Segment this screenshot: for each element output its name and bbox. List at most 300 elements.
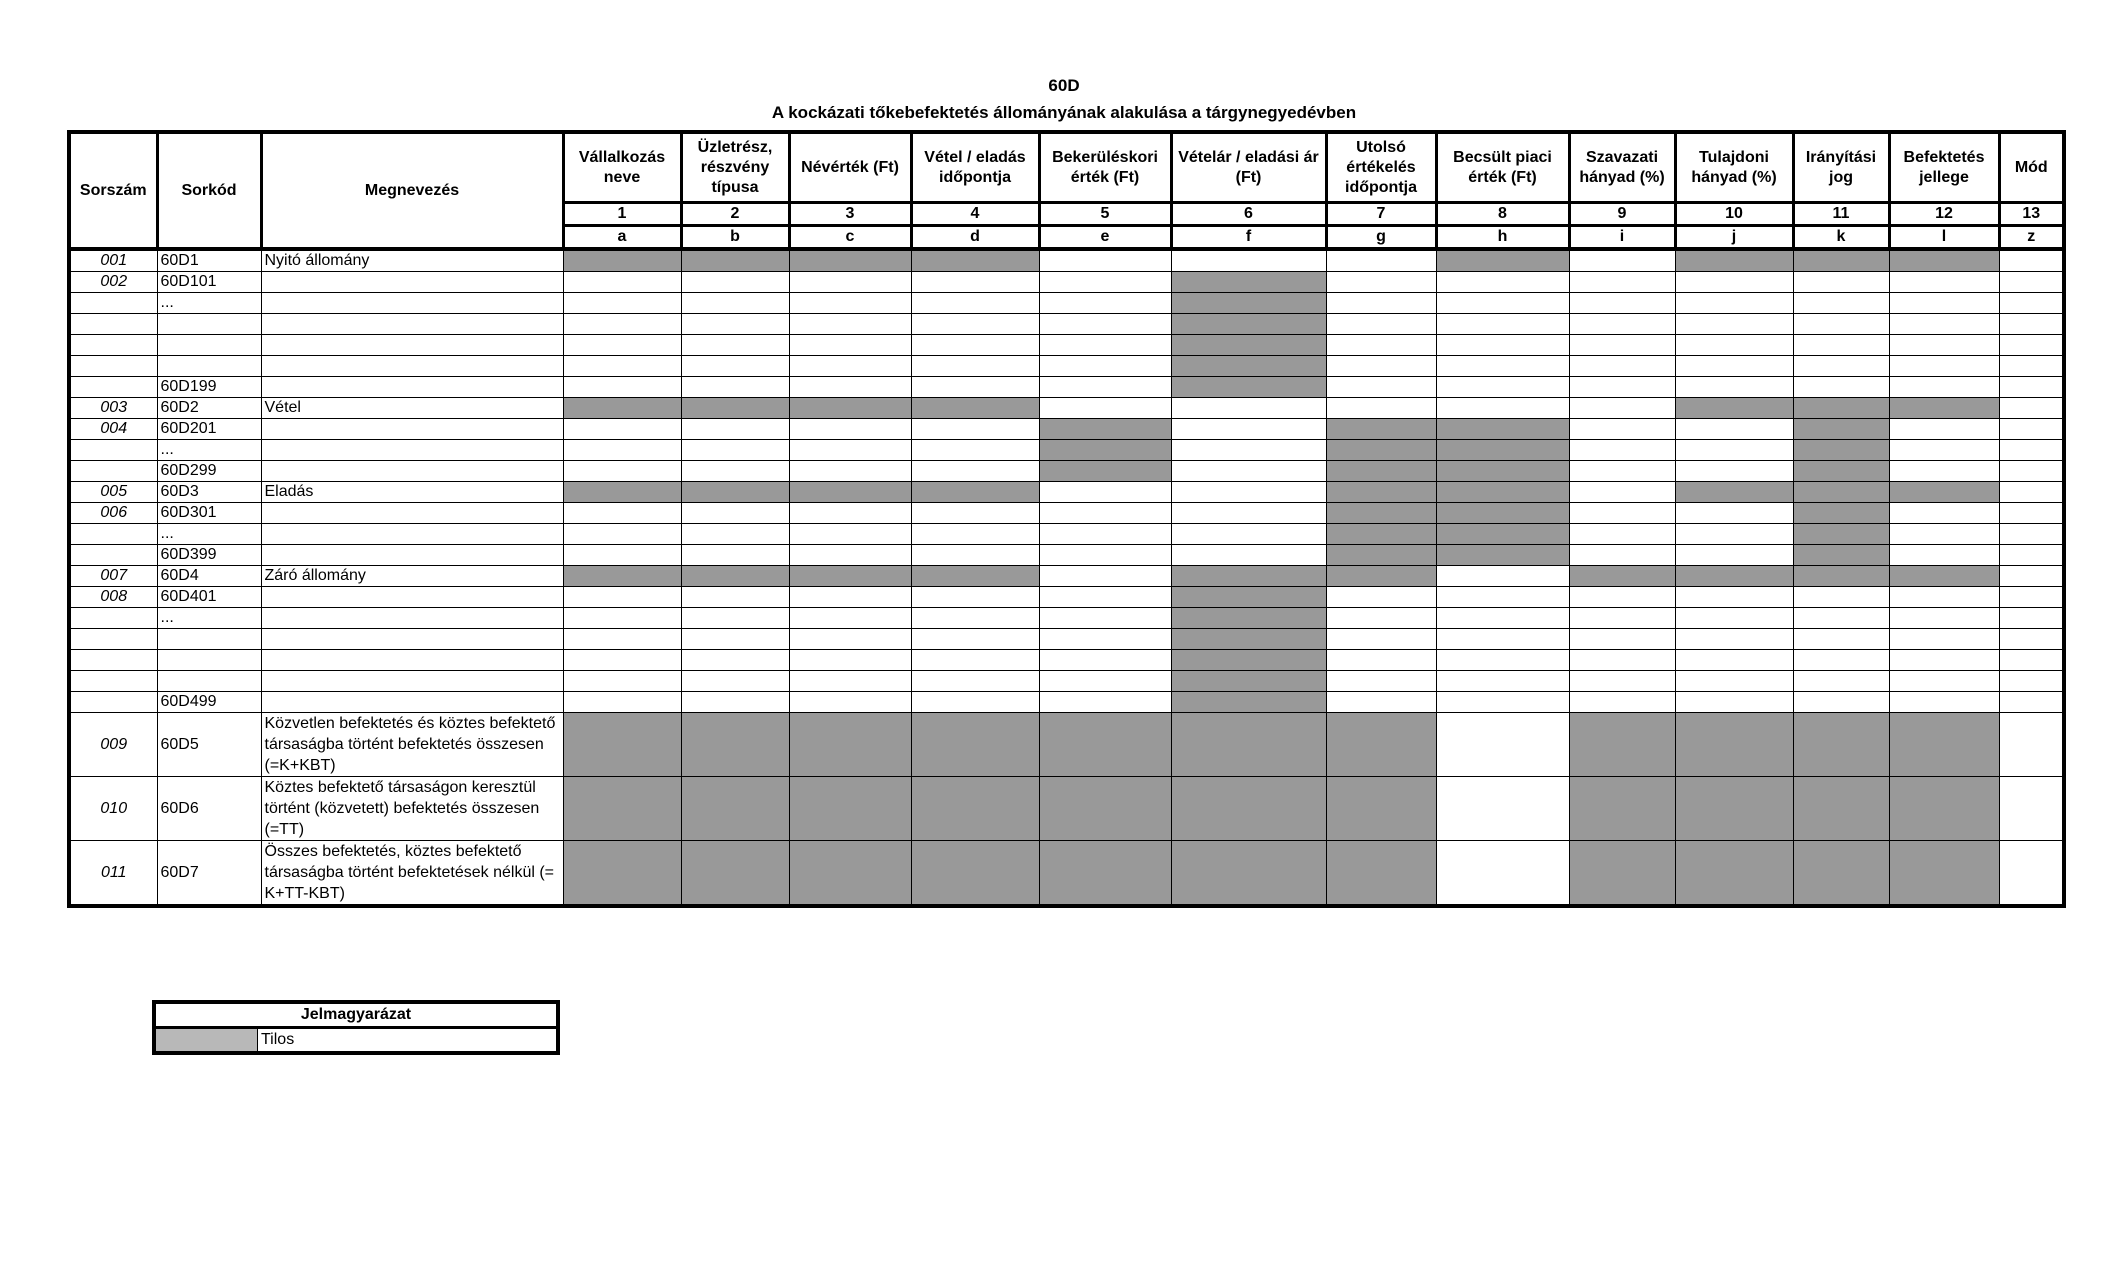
input-cell[interactable] (563, 608, 681, 629)
input-cell[interactable] (1675, 356, 1793, 377)
forbidden-cell (681, 713, 789, 777)
input-cell[interactable] (1675, 314, 1793, 335)
input-cell[interactable] (1999, 629, 2064, 650)
row-sorkod: 60D6 (157, 777, 261, 841)
input-cell[interactable] (681, 503, 789, 524)
row-sorkod: 60D401 (157, 587, 261, 608)
input-cell[interactable] (563, 545, 681, 566)
input-cell[interactable] (789, 419, 911, 440)
input-cell[interactable] (1793, 671, 1889, 692)
input-cell[interactable] (1793, 293, 1889, 314)
input-cell[interactable] (1039, 629, 1171, 650)
forbidden-cell (1793, 524, 1889, 545)
input-cell[interactable] (1675, 608, 1793, 629)
row-sorszam: 011 (69, 841, 157, 907)
forbidden-cell (1675, 566, 1793, 587)
input-cell[interactable] (789, 356, 911, 377)
input-cell[interactable] (1889, 692, 1999, 713)
input-cell[interactable] (681, 335, 789, 356)
forbidden-cell (1039, 461, 1171, 482)
row-sorszam: 002 (69, 272, 157, 293)
input-cell[interactable] (911, 377, 1039, 398)
input-cell[interactable] (1889, 419, 1999, 440)
row-sorszam: 007 (69, 566, 157, 587)
input-cell[interactable] (1999, 398, 2064, 419)
input-cell[interactable] (1039, 671, 1171, 692)
forbidden-cell (1569, 841, 1675, 907)
input-cell[interactable] (1675, 524, 1793, 545)
legend-box (152, 1000, 560, 1055)
input-cell[interactable] (1436, 713, 1569, 777)
forbidden-cell (1793, 503, 1889, 524)
input-cell[interactable] (1675, 293, 1793, 314)
column-letter: i (1569, 226, 1675, 250)
input-cell[interactable] (1889, 524, 1999, 545)
input-cell[interactable] (1436, 314, 1569, 335)
input-cell[interactable] (681, 650, 789, 671)
input-cell[interactable] (1039, 608, 1171, 629)
input-cell[interactable] (789, 629, 911, 650)
row-megnevezes (261, 524, 563, 545)
column-letter: d (911, 226, 1039, 250)
input-cell[interactable] (1675, 419, 1793, 440)
input-cell[interactable] (1039, 503, 1171, 524)
input-cell[interactable] (789, 587, 911, 608)
input-cell[interactable] (681, 608, 789, 629)
input-cell[interactable] (1999, 461, 2064, 482)
input-cell[interactable] (1326, 629, 1436, 650)
input-cell[interactable] (1171, 524, 1326, 545)
forbidden-cell (1436, 503, 1569, 524)
table-row (69, 629, 2064, 650)
input-cell[interactable] (911, 671, 1039, 692)
input-cell[interactable] (1675, 587, 1793, 608)
row-megnevezes (261, 356, 563, 377)
forbidden-cell (789, 713, 911, 777)
input-cell[interactable] (911, 587, 1039, 608)
input-cell[interactable] (1999, 503, 2064, 524)
input-cell[interactable] (1436, 335, 1569, 356)
row-sorszam: 009 (69, 713, 157, 777)
input-cell[interactable] (1436, 650, 1569, 671)
input-cell[interactable] (1171, 503, 1326, 524)
input-cell[interactable] (1999, 419, 2064, 440)
forbidden-cell (1793, 566, 1889, 587)
input-cell[interactable] (1999, 272, 2064, 293)
input-cell[interactable] (1039, 692, 1171, 713)
input-cell[interactable] (1436, 841, 1569, 907)
input-cell[interactable] (911, 356, 1039, 377)
column-letter: k (1793, 226, 1889, 250)
input-cell[interactable] (681, 545, 789, 566)
input-cell[interactable] (681, 692, 789, 713)
input-cell[interactable] (1889, 650, 1999, 671)
input-cell[interactable] (1039, 566, 1171, 587)
input-cell[interactable] (1326, 293, 1436, 314)
forbidden-cell (1675, 249, 1793, 272)
form-title: A kockázati tőkebefektetés állományának alakulása a tárgynegyedévben (771, 103, 1357, 122)
input-cell[interactable] (1326, 377, 1436, 398)
input-cell[interactable] (1999, 566, 2064, 587)
input-cell[interactable] (1889, 587, 1999, 608)
column-header: Irányítási jog (1793, 132, 1889, 203)
input-cell[interactable] (911, 524, 1039, 545)
input-cell[interactable] (563, 356, 681, 377)
input-cell[interactable] (1569, 692, 1675, 713)
input-cell[interactable] (563, 503, 681, 524)
row-sorkod (157, 671, 261, 692)
input-cell[interactable] (1436, 356, 1569, 377)
input-cell[interactable] (1793, 335, 1889, 356)
input-cell[interactable] (1793, 272, 1889, 293)
input-cell[interactable] (911, 314, 1039, 335)
table-row (69, 503, 2064, 524)
input-cell[interactable] (1675, 461, 1793, 482)
input-cell[interactable] (1675, 692, 1793, 713)
forbidden-cell (911, 249, 1039, 272)
input-cell[interactable] (1889, 545, 1999, 566)
input-cell[interactable] (1889, 272, 1999, 293)
input-cell[interactable] (911, 272, 1039, 293)
input-cell[interactable] (1039, 650, 1171, 671)
forbidden-cell (789, 249, 911, 272)
row-sorszam: 008 (69, 587, 157, 608)
input-cell[interactable] (789, 377, 911, 398)
input-cell[interactable] (789, 440, 911, 461)
input-cell[interactable] (1675, 503, 1793, 524)
input-cell[interactable] (1039, 482, 1171, 503)
forbidden-cell (1171, 777, 1326, 841)
table-row (69, 566, 2064, 587)
forbidden-cell (1171, 841, 1326, 907)
input-cell[interactable] (789, 461, 911, 482)
input-cell[interactable] (1039, 335, 1171, 356)
input-cell[interactable] (1889, 314, 1999, 335)
forbidden-cell (1675, 398, 1793, 419)
input-cell[interactable] (1889, 608, 1999, 629)
table-row (69, 482, 2064, 503)
input-cell[interactable] (1793, 692, 1889, 713)
input-cell[interactable] (681, 440, 789, 461)
input-cell[interactable] (1326, 650, 1436, 671)
input-cell[interactable] (1039, 293, 1171, 314)
input-cell[interactable] (1889, 629, 1999, 650)
input-cell[interactable] (563, 335, 681, 356)
column-header: Mód (1999, 132, 2064, 203)
table-row (69, 272, 2064, 293)
input-cell[interactable] (563, 272, 681, 293)
input-cell[interactable] (1569, 461, 1675, 482)
forbidden-cell (1569, 566, 1675, 587)
input-cell[interactable] (563, 461, 681, 482)
input-cell[interactable] (1889, 356, 1999, 377)
input-cell[interactable] (1039, 377, 1171, 398)
input-cell[interactable] (563, 587, 681, 608)
input-cell[interactable] (1326, 314, 1436, 335)
input-cell[interactable] (1171, 482, 1326, 503)
input-cell[interactable] (1039, 249, 1171, 272)
input-cell[interactable] (911, 419, 1039, 440)
input-cell[interactable] (911, 503, 1039, 524)
input-cell[interactable] (1436, 398, 1569, 419)
row-megnevezes (261, 335, 563, 356)
input-cell[interactable] (1436, 272, 1569, 293)
forbidden-cell (1039, 713, 1171, 777)
input-cell[interactable] (1889, 377, 1999, 398)
input-cell[interactable] (681, 377, 789, 398)
row-sorszam (69, 335, 157, 356)
input-cell[interactable] (681, 461, 789, 482)
input-cell[interactable] (1326, 587, 1436, 608)
input-cell[interactable] (1569, 587, 1675, 608)
row-megnevezes (261, 293, 563, 314)
input-cell[interactable] (563, 314, 681, 335)
input-cell[interactable] (1171, 249, 1326, 272)
input-cell[interactable] (1793, 314, 1889, 335)
forbidden-cell (1436, 482, 1569, 503)
input-cell[interactable] (789, 692, 911, 713)
input-cell[interactable] (1569, 377, 1675, 398)
input-cell[interactable] (1326, 335, 1436, 356)
input-cell[interactable] (789, 272, 911, 293)
forbidden-cell (681, 249, 789, 272)
input-cell[interactable] (1436, 608, 1569, 629)
input-cell[interactable] (1326, 608, 1436, 629)
input-cell[interactable] (563, 440, 681, 461)
input-cell[interactable] (563, 419, 681, 440)
input-cell[interactable] (911, 461, 1039, 482)
column-header-fixed: Megnevezés (261, 132, 563, 249)
input-cell[interactable] (681, 419, 789, 440)
input-cell[interactable] (789, 608, 911, 629)
input-cell[interactable] (1999, 692, 2064, 713)
row-sorszam (69, 293, 157, 314)
input-cell[interactable] (1999, 587, 2064, 608)
input-cell[interactable] (1999, 524, 2064, 545)
forbidden-cell (1326, 545, 1436, 566)
input-cell[interactable] (1999, 671, 2064, 692)
input-cell[interactable] (563, 524, 681, 545)
input-cell[interactable] (1999, 608, 2064, 629)
input-cell[interactable] (1793, 377, 1889, 398)
input-cell[interactable] (1569, 650, 1675, 671)
input-cell[interactable] (1999, 377, 2064, 398)
input-cell[interactable] (1569, 398, 1675, 419)
input-cell[interactable] (1569, 356, 1675, 377)
input-cell[interactable] (1569, 524, 1675, 545)
input-cell[interactable] (1999, 440, 2064, 461)
input-cell[interactable] (1569, 482, 1675, 503)
input-cell[interactable] (1436, 671, 1569, 692)
input-cell[interactable] (1675, 629, 1793, 650)
input-cell[interactable] (681, 671, 789, 692)
input-cell[interactable] (911, 335, 1039, 356)
forbidden-cell (1793, 777, 1889, 841)
forbidden-cell (1889, 249, 1999, 272)
input-cell[interactable] (1436, 566, 1569, 587)
input-cell[interactable] (1171, 419, 1326, 440)
input-cell[interactable] (911, 650, 1039, 671)
input-cell[interactable] (1569, 503, 1675, 524)
input-cell[interactable] (563, 377, 681, 398)
input-cell[interactable] (1569, 545, 1675, 566)
input-cell[interactable] (789, 650, 911, 671)
input-cell[interactable] (1039, 314, 1171, 335)
input-cell[interactable] (789, 524, 911, 545)
row-sorszam: 006 (69, 503, 157, 524)
input-cell[interactable] (1889, 461, 1999, 482)
column-number: 3 (789, 203, 911, 226)
input-cell[interactable] (1999, 650, 2064, 671)
input-cell[interactable] (1675, 545, 1793, 566)
input-cell[interactable] (681, 272, 789, 293)
input-cell[interactable] (1436, 629, 1569, 650)
input-cell[interactable] (789, 314, 911, 335)
input-cell[interactable] (1326, 671, 1436, 692)
input-cell[interactable] (1569, 249, 1675, 272)
input-cell[interactable] (1793, 587, 1889, 608)
input-cell[interactable] (911, 629, 1039, 650)
input-cell[interactable] (681, 629, 789, 650)
input-cell[interactable] (1039, 587, 1171, 608)
forbidden-cell (1889, 841, 1999, 907)
input-cell[interactable] (681, 587, 789, 608)
input-cell[interactable] (1889, 293, 1999, 314)
forbidden-cell (1171, 650, 1326, 671)
input-cell[interactable] (1569, 608, 1675, 629)
input-cell[interactable] (1999, 356, 2064, 377)
input-cell[interactable] (789, 503, 911, 524)
forbidden-cell (1171, 335, 1326, 356)
input-cell[interactable] (1889, 503, 1999, 524)
row-sorszam (69, 377, 157, 398)
input-cell[interactable] (1569, 272, 1675, 293)
input-cell[interactable] (1039, 545, 1171, 566)
input-cell[interactable] (911, 545, 1039, 566)
table-row (69, 692, 2064, 713)
input-cell[interactable] (563, 293, 681, 314)
input-cell[interactable] (1793, 629, 1889, 650)
input-cell[interactable] (681, 314, 789, 335)
input-cell[interactable] (1889, 671, 1999, 692)
row-megnevezes (261, 503, 563, 524)
forbidden-cell (563, 841, 681, 907)
forbidden-cell (1793, 249, 1889, 272)
input-cell[interactable] (1171, 398, 1326, 419)
input-cell[interactable] (1326, 356, 1436, 377)
input-cell[interactable] (1675, 272, 1793, 293)
input-cell[interactable] (1569, 335, 1675, 356)
forbidden-cell (1171, 566, 1326, 587)
input-cell[interactable] (1675, 650, 1793, 671)
input-cell[interactable] (1436, 377, 1569, 398)
input-cell[interactable] (1171, 440, 1326, 461)
input-cell[interactable] (1569, 314, 1675, 335)
input-cell[interactable] (1326, 249, 1436, 272)
input-cell[interactable] (1675, 377, 1793, 398)
input-cell[interactable] (1039, 272, 1171, 293)
input-cell[interactable] (1039, 356, 1171, 377)
input-cell[interactable] (1675, 440, 1793, 461)
input-cell[interactable] (1436, 293, 1569, 314)
input-cell[interactable] (1999, 314, 2064, 335)
column-letter: c (789, 226, 911, 250)
input-cell[interactable] (789, 335, 911, 356)
column-number: 12 (1889, 203, 1999, 226)
row-megnevezes (261, 587, 563, 608)
input-cell[interactable] (1569, 629, 1675, 650)
input-cell[interactable] (789, 293, 911, 314)
input-cell[interactable] (681, 293, 789, 314)
input-cell[interactable] (1999, 482, 2064, 503)
input-cell[interactable] (1889, 335, 1999, 356)
input-cell[interactable] (563, 629, 681, 650)
input-cell[interactable] (911, 440, 1039, 461)
input-cell[interactable] (681, 356, 789, 377)
input-cell[interactable] (1999, 545, 2064, 566)
input-cell[interactable] (1436, 777, 1569, 841)
column-header: Befektetés jellege (1889, 132, 1999, 203)
column-header: Vétel / eladás időpontja (911, 132, 1039, 203)
forbidden-cell (1675, 777, 1793, 841)
input-cell[interactable] (1675, 671, 1793, 692)
input-cell[interactable] (563, 671, 681, 692)
input-cell[interactable] (1569, 293, 1675, 314)
row-sorkod: ... (157, 440, 261, 461)
input-cell[interactable] (1793, 650, 1889, 671)
input-cell[interactable] (1999, 841, 2064, 907)
table-row (69, 524, 2064, 545)
forbidden-cell (1171, 293, 1326, 314)
input-cell[interactable] (1793, 356, 1889, 377)
input-cell[interactable] (1569, 440, 1675, 461)
input-cell[interactable] (1999, 777, 2064, 841)
input-cell[interactable] (1999, 293, 2064, 314)
input-cell[interactable] (563, 650, 681, 671)
input-cell[interactable] (1436, 587, 1569, 608)
input-cell[interactable] (1171, 461, 1326, 482)
table-row (69, 419, 2064, 440)
input-cell[interactable] (1675, 335, 1793, 356)
input-cell[interactable] (1039, 398, 1171, 419)
input-cell[interactable] (563, 692, 681, 713)
input-cell[interactable] (911, 293, 1039, 314)
input-cell[interactable] (1569, 671, 1675, 692)
input-cell[interactable] (911, 608, 1039, 629)
table-row (69, 398, 2064, 419)
input-cell[interactable] (1326, 272, 1436, 293)
input-cell[interactable] (1999, 249, 2064, 272)
input-cell[interactable] (681, 524, 789, 545)
input-cell[interactable] (789, 545, 911, 566)
input-cell[interactable] (1999, 335, 2064, 356)
forbidden-cell (789, 566, 911, 587)
input-cell[interactable] (1569, 419, 1675, 440)
input-cell[interactable] (1039, 524, 1171, 545)
input-cell[interactable] (911, 692, 1039, 713)
column-number: 8 (1436, 203, 1569, 226)
forbidden-cell (1793, 482, 1889, 503)
input-cell[interactable] (1436, 692, 1569, 713)
table-row (69, 671, 2064, 692)
input-cell[interactable] (1999, 713, 2064, 777)
input-cell[interactable] (789, 671, 911, 692)
input-cell[interactable] (1793, 608, 1889, 629)
input-cell[interactable] (1326, 692, 1436, 713)
input-cell[interactable] (1171, 545, 1326, 566)
input-cell[interactable] (1889, 440, 1999, 461)
input-cell[interactable] (1326, 398, 1436, 419)
